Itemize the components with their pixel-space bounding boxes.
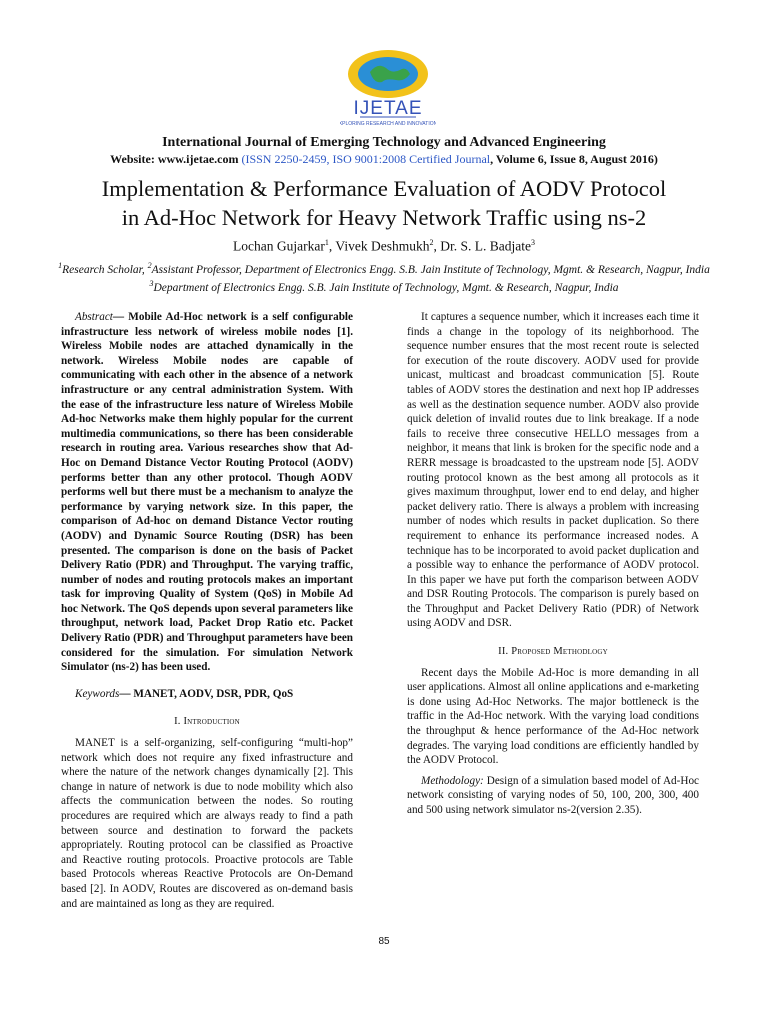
author-list — [0, 238, 768, 255]
left-column — [61, 310, 353, 911]
author-1-sup: 1 — [324, 238, 329, 247]
right-column — [407, 310, 699, 818]
affil-sup-2: 2 — [147, 261, 152, 270]
author-2: , Vivek Deshmukh — [328, 238, 430, 254]
logo-tagline: EXPLORING RESEARCH AND INNOVATIONS — [340, 121, 436, 127]
page-number: 85 — [378, 936, 390, 947]
title-line-2: in Ad-Hoc Network for Heavy Network Traffic using ns-2 — [121, 205, 647, 230]
methodology-design — [407, 774, 699, 818]
methodology-label: Methodology: — [421, 774, 484, 787]
keywords-label: Keywords — [75, 687, 120, 700]
volume-issue: , Volume 6, Issue 8, August 2016) — [490, 152, 658, 166]
intro-heading — [61, 715, 353, 730]
journal-logo — [340, 46, 436, 128]
method-heading-num: II. — [498, 646, 509, 658]
title-line-1: Implementation & Performance Evaluation of AODV Protocol — [101, 176, 667, 201]
author-3-sup: 3 — [530, 238, 535, 247]
methodology-heading — [407, 645, 699, 660]
intro-heading-text: Introduction — [183, 716, 240, 728]
logo-text: IJETAE — [353, 98, 423, 119]
affiliation-3 — [40, 277, 728, 295]
globe-logo-icon — [340, 46, 436, 128]
affil-1: Research Scholar, — [62, 263, 148, 276]
affiliation-1-2 — [40, 259, 728, 277]
methodology-design-text: Design of a simulation based model of Ad-Hoc network consisting of varying nodes of 50, 100, 200, 300, 400 and 500 using network simulator ns-2(version 2.35). — [407, 774, 699, 816]
keywords — [61, 687, 353, 702]
abstract — [61, 310, 353, 675]
method-heading-text: Proposed Methodlogy — [511, 646, 608, 658]
aodv-paragraph: It captures a sequence number, which it increases each time it finds a change in the topology of its neighborhood. The sequence number ensures that the most recent route is selected for execution of the route discovery. AODV used for provide unicast, multicast and broadcast communication [5]. Route tables of AODV stores the destination and next hop IP addresses as well as the destination sequence number. AODV also provide quick deletion of invalid routes due to link breakage. If a node fails to receive three consecutive HELLO messages from a neighbor, it means that link is broken for the specific node and a RERR message is broadcasted to the upstream node [5]. AODV routing protocol known as the best among all protocols as it gives maximum throughput, lower end to end delay, and higher packet delivery ratio. There is always a problem with increasing number of nodes which results in packet duplication. So there requirement to enhance its performance increased nodes. A technique has to be incorporated to avoid packet duplication and a possible way to enhance the performance of AODV protocol. In this paper we have put forth the comparison between AODV and DSR Routing Protocols. The comparison is purely based on the Throughput and Packet Delivery Ratio (PDR) of Network using AODV and DSR. — [407, 311, 699, 630]
abstract-text: — Mobile Ad-Hoc network is a self configurable infrastructure less network of wireless mobile nodes [1]. Wireless Mobile nodes are attached dynamically in the network. Wireless Mobile nodes are capable of communicating with each other in the absence of a network infrastructure or any central administration System. With the ease of the infrastructure less nature of Wireless Mobile Ad-hoc Networks make them highly popular for the current multimedia communications, so there has been considerable research in routing area. Various researches show that Ad-Hoc on Demand Distance Vector Routing Protocol (AODV) performs better than any other protocol. Though AODV performs well but there must be a mechanism to analyze the performance by varying network size. In this paper, the comparison of Ad-hoc on demand Distance Vector routing (AODV) and Dynamic Source Routing (DSR) has been presented. The comparison is done on the basis of Packet Delivery Ratio (PDR) and Throughput. The varying traffic, number of nodes and routing protocols makes an important task for improving Quality of System (QoS) in Mobile Ad hoc Network. The QoS depends upon several parameters like throughput, network load, Packet Drop Ratio etc. Packet Delivery Ratio (PDR) and Throughput parameters have been considered for the simulation. For simulation Network Simulator (ns-2) has been used. — [61, 311, 354, 674]
methodology-paragraph: Recent days the Mobile Ad-Hoc is more demanding in all user applications. Almost all online applications and e-marketing is done using Ad-Hoc Networks. The major bottleneck is the traffic in the Ad-Hoc network. With the varying load conditions the throughput & hence performance of the Ad-Hoc network degrades. The varying load conditions are efficiently handled by the AODV Protocol. — [407, 666, 699, 767]
affil-sup-1: 1 — [58, 261, 63, 270]
keywords-text: — MANET, AODV, DSR, PDR, QoS — [119, 687, 294, 700]
abstract-label: Abstract — [75, 311, 113, 323]
paper-title — [30, 174, 738, 232]
affil-3: Department of Electronics Engg. S.B. Jain Institute of Technology, Mgmt. & Research, Nagpur, India — [153, 281, 619, 294]
affiliations — [40, 259, 728, 295]
author-2-sup: 2 — [429, 238, 434, 247]
affil-2: Assistant Professor, Department of Electronics Engg. S.B. Jain Institute of Technology, Mgmt. & Research, Nagpur, India — [151, 263, 710, 276]
journal-name: International Journal of Emerging Technology and Advanced Engineering — [162, 135, 606, 150]
affil-sup-3: 3 — [149, 278, 154, 288]
intro-heading-num: I. — [174, 716, 181, 728]
intro-paragraph: MANET is a self-organizing, self-configuring “multi-hop” network which does not require any fixed infrastructure and where the nature of the network changes dynamically [2]. This change in nature of network is due to node mobility which also affects the communication between the nodes. So routing procedures are required which are always ready to find a path between source and destination to forward the packets appropriately. Routing protocol can be classified as Proactive and Reactive routing protocols. Proactive protocols are Table based Protocols whereas Reactive Protocols are On-Demand based [2]. In AODV, Routes are discovered as on-demand basis and are maintained as long as they are required. — [61, 737, 353, 910]
author-3: , Dr. S. L. Badjate — [433, 238, 531, 254]
author-1: Lochan Gujarkar — [233, 238, 325, 254]
journal-website-line — [0, 152, 768, 167]
website-url[interactable]: Website: www.ijetae.com — [110, 152, 239, 166]
issn-text: (ISSN 2250-2459, ISO 9001:2008 Certified Journal — [241, 152, 491, 166]
